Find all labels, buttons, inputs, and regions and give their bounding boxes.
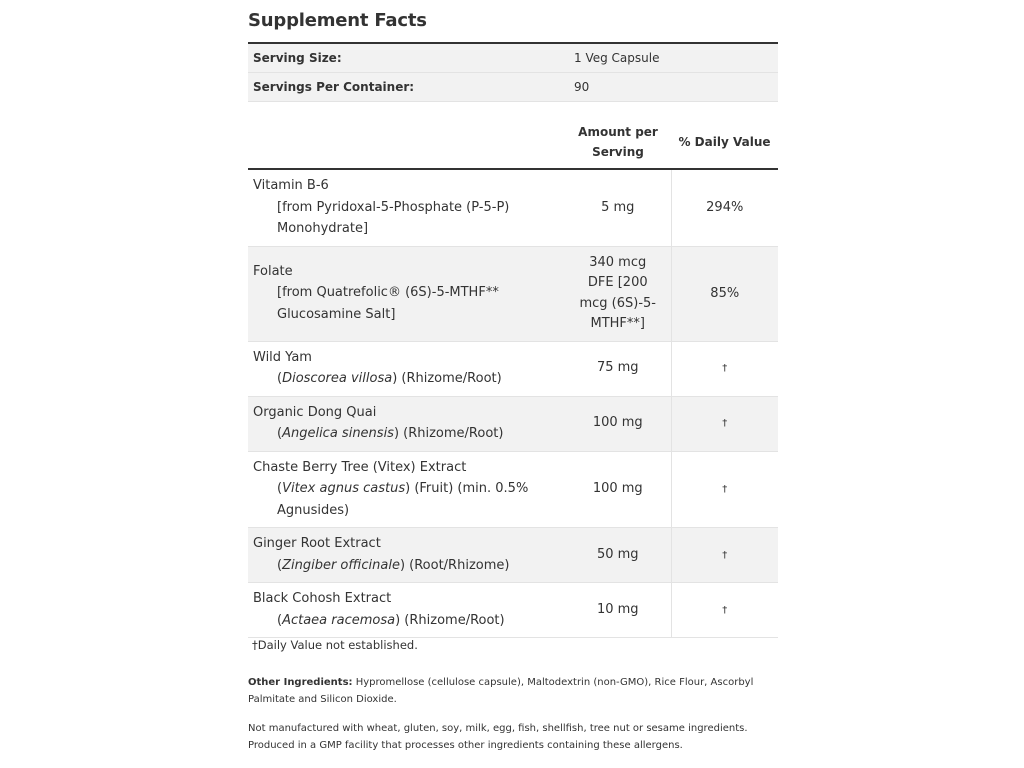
other-ingredients-text: Hypromellose (cellulose capsule), Maltodextrin (non-GMO), Rice Flour, Ascorbyl Palmitate and Silicon Dioxide. (248, 677, 754, 705)
ingredient-latin-name: Angelica sinensis (282, 426, 394, 441)
ingredient-source-pre: [from Quatrefolic® (6S)-5-MTHF** Glucosamine Salt] (277, 285, 499, 322)
ingredient-source (253, 478, 560, 521)
ingredient-latin-name: Actaea racemosa (282, 612, 396, 628)
ingredient-source (253, 555, 560, 577)
allergen-statement: Not manufactured with wheat, gluten, soy, milk, egg, fish, shellfish, tree nut or sesame ingredients. Produced in a GMP facility that processes other ingredients containing these allergens. (248, 723, 748, 751)
header-daily-value: % Daily Value (678, 135, 771, 149)
ingredient-source-pre: ( (277, 371, 283, 386)
serving-size-row (248, 44, 778, 73)
servings-per-container-row (248, 73, 778, 102)
ingredient-name: Wild Yam (253, 349, 312, 365)
daily-value: 294% (671, 169, 778, 246)
ingredient-latin-name: Dioscorea villosa (282, 371, 393, 386)
serving-size-label: Serving Size: (253, 51, 342, 65)
amount-per-serving: 100 mg (592, 415, 643, 431)
daily-value: † (671, 341, 778, 396)
ingredient-name: Ginger Root Extract (253, 536, 381, 551)
ingredient-cell (248, 451, 565, 528)
table-row (248, 169, 778, 246)
ingredient-latin-name: Zingiber officinale (282, 557, 400, 573)
amount-per-serving: 10 mg (596, 601, 639, 617)
ingredient-source-post: ) (Root/Rhizome) (399, 557, 510, 573)
ingredient-source-post: ) (Rhizome/Root) (393, 426, 504, 441)
table-row (248, 451, 778, 528)
ingredient-source (253, 368, 560, 390)
page-title: Supplement Facts (248, 10, 427, 31)
ingredient-cell (248, 169, 565, 246)
ingredient-name: Chaste Berry Tree (Vitex) Extract (253, 459, 467, 475)
ingredient-cell (248, 396, 565, 451)
supplement-facts-table (248, 116, 778, 638)
ingredient-source-pre: ( (277, 557, 283, 573)
ingredient-source (253, 610, 560, 632)
daily-value: † (671, 396, 778, 451)
ingredient-source-post: ) (Rhizome/Root) (392, 371, 502, 386)
ingredient-source-pre: [from Pyridoxal-5-Phosphate (P-5-P) Monohydrate] (277, 199, 510, 236)
ingredient-source (253, 423, 560, 445)
ingredient-source-post: ) (Fruit) (min. 0.5% Agnusides) (277, 481, 529, 518)
ingredient-cell (248, 583, 565, 638)
daily-value-footnote: †Daily Value not established. (252, 638, 418, 652)
table-header-row (248, 116, 778, 169)
ingredient-name: Vitamin B-6 (253, 178, 329, 193)
table-row (248, 583, 778, 638)
daily-value: 85% (671, 246, 778, 341)
table-row (248, 528, 778, 583)
servings-per-container-label: Servings Per Container: (253, 80, 415, 94)
other-ingredients (248, 674, 778, 708)
ingredient-source-pre: ( (277, 612, 283, 628)
daily-value: † (671, 528, 778, 583)
amount-per-serving: 340 mcg DFE [200 mcg (6S)-5-MTHF**] (579, 254, 656, 331)
amount-per-serving: 50 mg (596, 546, 639, 562)
ingredient-source (253, 282, 560, 325)
other-ingredients-label: Other Ingredients: (248, 677, 353, 688)
daily-value: † (671, 451, 778, 528)
amount-per-serving: 5 mg (601, 199, 635, 215)
ingredient-cell (248, 528, 565, 583)
serving-info (248, 42, 778, 102)
ingredient-source-pre: ( (277, 426, 283, 441)
servings-per-container-value: 90 (574, 80, 590, 94)
ingredient-name: Black Cohosh Extract (253, 591, 392, 606)
amount-per-serving: 75 mg (596, 360, 639, 376)
ingredient-source (253, 197, 560, 240)
ingredient-latin-name: Vitex agnus castus (282, 481, 406, 496)
ingredient-name: Organic Dong Quai (253, 404, 377, 420)
ingredient-cell (248, 341, 565, 396)
ingredient-cell (248, 246, 565, 341)
daily-value: † (671, 583, 778, 638)
header-amount: Amount per Serving (578, 125, 658, 159)
serving-size-value: 1 Veg Capsule (574, 51, 660, 65)
amount-per-serving: 100 mg (592, 481, 643, 496)
ingredient-source-pre: ( (277, 481, 283, 496)
table-row (248, 341, 778, 396)
ingredient-source-post: ) (Rhizome/Root) (395, 612, 505, 628)
ingredient-name: Folate (253, 263, 293, 279)
table-row (248, 246, 778, 341)
header-ingredient (248, 116, 565, 169)
table-row (248, 396, 778, 451)
